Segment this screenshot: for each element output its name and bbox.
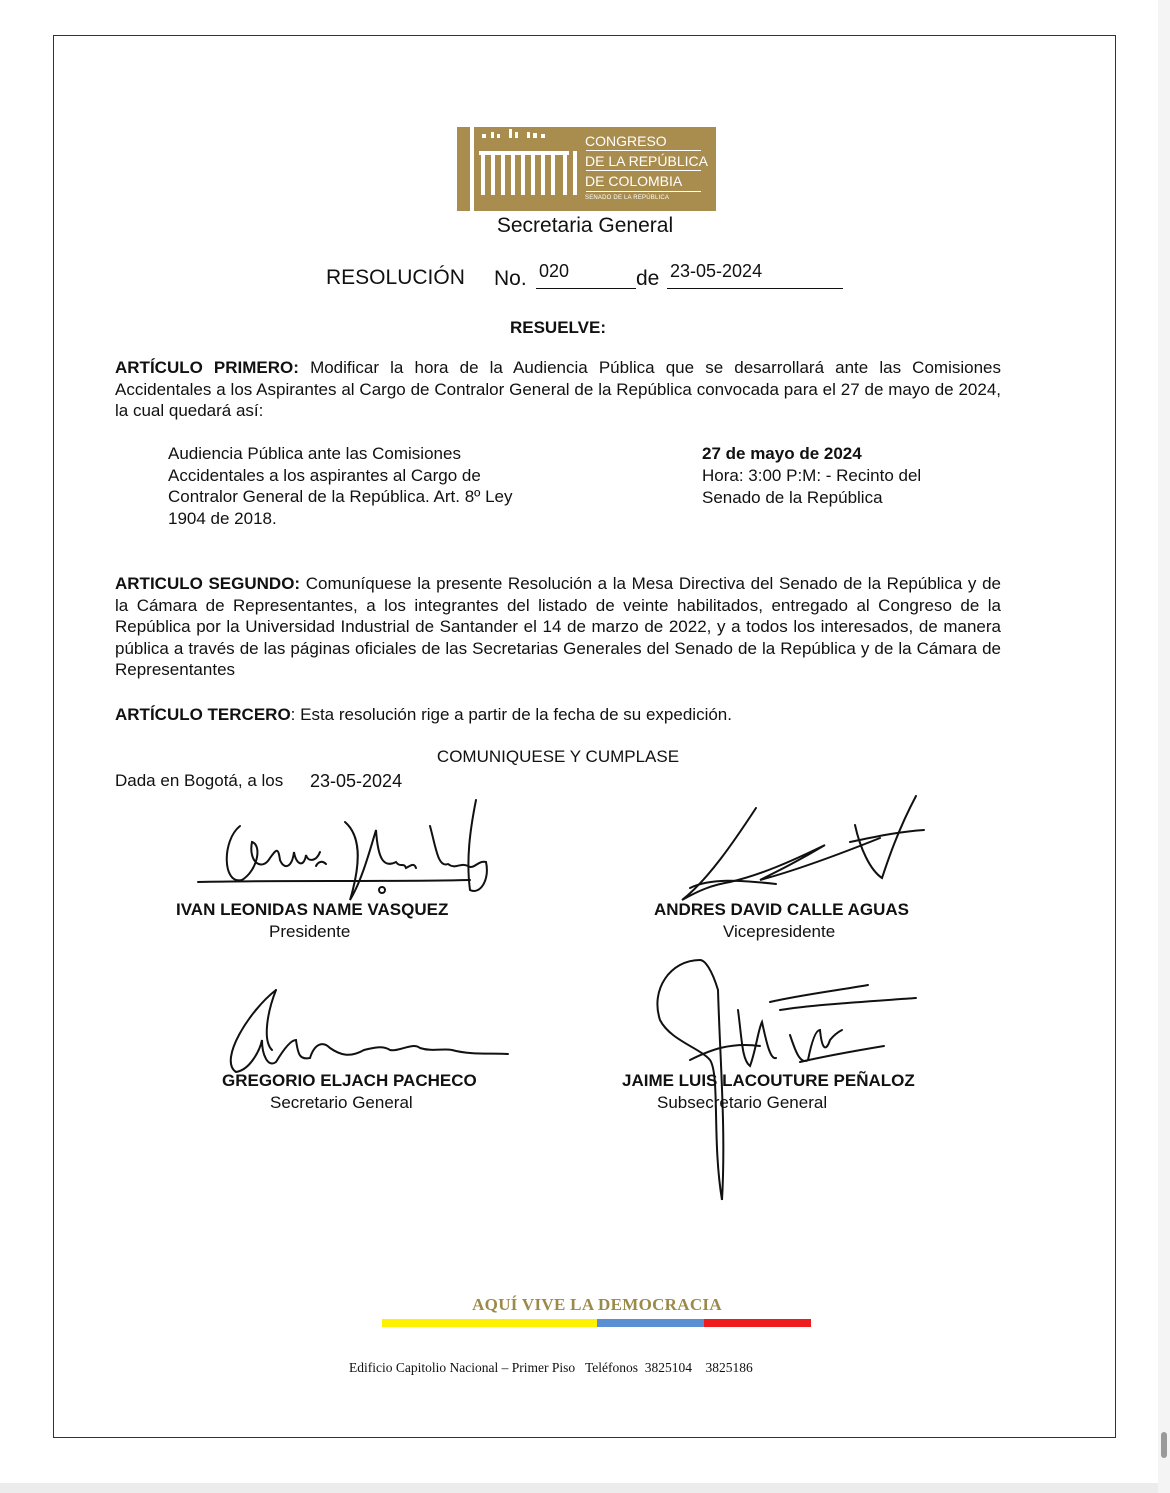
flag-bar-blue bbox=[597, 1319, 704, 1327]
logo-line-3: DE COLOMBIA bbox=[585, 173, 683, 189]
resolution-label: RESOLUCIÓN bbox=[326, 266, 465, 289]
articulo-primero-text: Modificar la hora de la Audiencia Pública que se desarrollará ante las Comisiones Accidentales a los Aspirantes al Cargo de Contralor General de la República convocada para el 27 de mayo de 2024, la cual quedará así: bbox=[115, 358, 1001, 420]
signatory-2-role: Vicepresidente bbox=[723, 922, 836, 941]
scrollbar-thumb[interactable] bbox=[1161, 1432, 1167, 1458]
vertical-scrollbar[interactable] bbox=[1158, 0, 1170, 1493]
articulo-tercero-text: : Esta resolución rige a partir de la fecha de su expedición. bbox=[290, 705, 732, 724]
closing-text: COMUNIQUESE Y CUMPLASE bbox=[436, 747, 680, 766]
signatory-1-role: Presidente bbox=[269, 922, 351, 941]
resolution-de-label: de bbox=[636, 267, 660, 290]
articulo-segundo-text: Comuníquese la presente Resolución a la Mesa Directiva del Senado de la República y de la Cámara de Representantes, a los integrantes del listado de veinte habilitados, entregado al Congreso de la República por la Universidad Industrial de Santander el 14 de marzo de 2022, y a todos los interesados, de manera pública a través de las páginas oficiales de las Secretarias Generales del Senado de la República y de la Cámara de Representantes bbox=[115, 574, 1001, 679]
flag-bar-red bbox=[704, 1319, 811, 1327]
resolution-date: 23-05-2024 bbox=[667, 261, 843, 289]
articulo-primero-title: ARTÍCULO PRIMERO: bbox=[115, 358, 299, 377]
signatory-4-role: Subsecretario General bbox=[657, 1093, 828, 1112]
signatory-3-name: GREGORIO ELJACH PACHECO bbox=[222, 1071, 477, 1090]
event-details: Hora: 3:00 P:M: - Recinto del Senado de la República bbox=[702, 466, 922, 507]
logo-small-line: SENADO DE LA REPÚBLICA bbox=[585, 195, 670, 201]
given-date: 23-05-2024 bbox=[310, 771, 403, 791]
flag-bar-yellow bbox=[382, 1319, 597, 1327]
signatory-3-role: Secretario General bbox=[270, 1093, 413, 1112]
event-description: Audiencia Pública ante las Comisiones Accidentales a los aspirantes al Cargo de Contralor General de la República. Art. 8º Ley 1904 de 2018. bbox=[168, 444, 513, 528]
footer-address: Edificio Capitolio Nacional – Primer Piso Teléfonos 3825104 3825186 bbox=[349, 1360, 753, 1375]
resuelve-heading: RESUELVE: bbox=[509, 318, 607, 337]
resolution-number: 020 bbox=[536, 261, 636, 289]
logo-line-2: DE LA REPÚBLICA bbox=[585, 153, 708, 169]
resolution-no-label: No. bbox=[494, 267, 527, 290]
given-label: Dada en Bogotá, a los bbox=[115, 771, 284, 790]
signatory-4-name: JAIME LUIS LACOUTURE PEÑALOZ bbox=[622, 1071, 915, 1090]
signatory-2-name: ANDRES DAVID CALLE AGUAS bbox=[654, 900, 910, 919]
office-title: Secretaria General bbox=[496, 214, 674, 237]
articulo-segundo-title: ARTICULO SEGUNDO: bbox=[115, 574, 301, 593]
logo-line-1: CONGRESO bbox=[585, 133, 667, 149]
signatory-1-name: IVAN LEONIDAS NAME VASQUEZ bbox=[176, 900, 449, 919]
articulo-tercero-title: ARTÍCULO TERCERO bbox=[115, 705, 291, 724]
footer-motto: AQUÍ VIVE LA DEMOCRACIA bbox=[472, 1295, 722, 1314]
event-date: 27 de mayo de 2024 bbox=[702, 444, 862, 463]
